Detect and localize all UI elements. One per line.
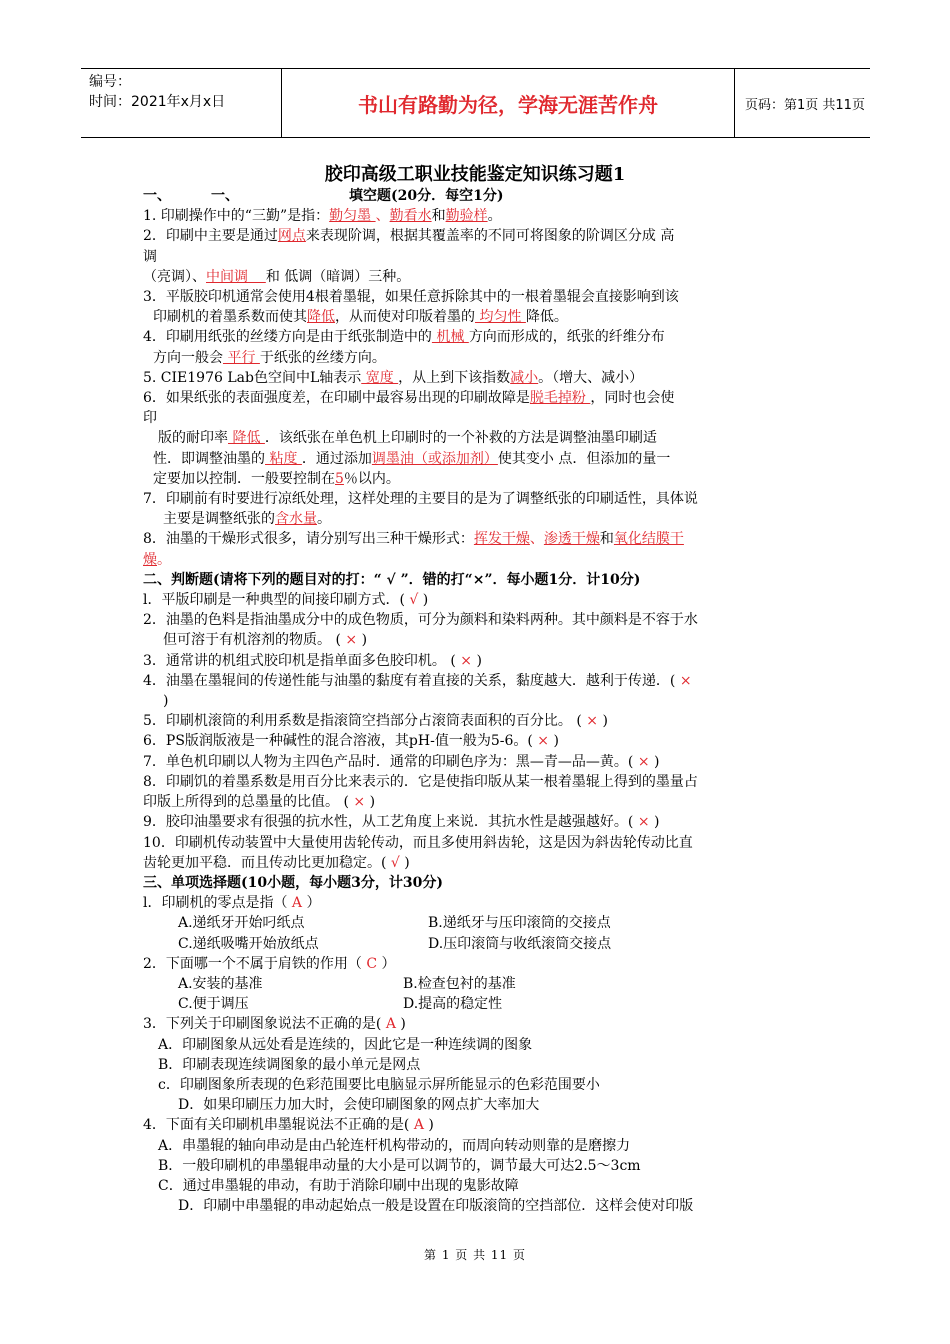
answer-text: 勤匀墨	[329, 208, 376, 225]
question-text: )	[422, 592, 429, 609]
question-text: 7．印刷前有时要进行凉纸处理，这样处理的主要目的是为了调整纸张的印刷适性，具体说	[143, 491, 698, 508]
judge-2	[143, 610, 813, 630]
question-2	[143, 226, 813, 246]
answer-text: 降低	[307, 309, 335, 326]
question-text: ，从上到下该指数	[398, 369, 511, 386]
question-8	[143, 529, 813, 549]
answer-text: 网点	[277, 228, 306, 245]
question-text: 4．下面有关印刷机串墨辊说法不正确的是(	[143, 1117, 410, 1134]
question-text: )	[602, 713, 608, 730]
question-text: 5．印刷机滚筒的利用系数是指滚筒空挡部分占滚筒表面积的百分比。 (	[143, 713, 582, 730]
answer-text: 勤验样	[445, 208, 488, 225]
question-text: 。	[487, 208, 502, 225]
answer-text: ×	[581, 713, 603, 730]
choice-1-option-c: C.递纸吸嘴开始放纸点	[178, 935, 319, 952]
question-text: )	[369, 794, 376, 811]
question-8-cont	[143, 550, 813, 570]
choice-1-option-b: B.递纸牙与压印滚筒的交接点	[428, 915, 611, 932]
choice-4-option-c: C．通过串墨辊的串动，有助于消除印刷中出现的鬼影故障	[158, 1177, 519, 1194]
question-text: 方向一般会	[153, 349, 223, 366]
judge-10	[143, 833, 813, 853]
question-5	[143, 368, 813, 388]
question-text: 方向而形成的，纸张的纤维分布	[468, 329, 665, 346]
answer-text: 勤看水	[389, 208, 432, 225]
answer-text: 含水量	[275, 511, 317, 528]
question-text: 8．印刷饥的着墨系数是用百分比来表示的．它是使指印版从某一根着墨辊上得到的墨量占	[143, 773, 698, 790]
page-footer: 第 1 页 共 11 页	[424, 1248, 526, 1262]
question-text: 定要加以控制．一般要控制在	[153, 470, 335, 487]
question-text: ％以内。	[343, 470, 400, 487]
choice-4-option-a: A．串墨辊的轴向串动是由凸轮连杆机构带动的，而周向转动则靠的是磨擦力	[158, 1137, 631, 1154]
choice-1	[143, 893, 813, 913]
answer-text: 降低	[228, 430, 265, 447]
answer-text: 挥发干燥	[473, 531, 530, 548]
question-text: 印刷机的着墨系数而使其	[153, 309, 307, 326]
answer-text: 5	[335, 470, 344, 487]
question-text: )	[476, 652, 482, 669]
choice-2-options-ab	[143, 974, 813, 994]
choice-1-options-ab	[143, 913, 813, 933]
question-text: 调	[143, 248, 157, 265]
document-body	[143, 186, 813, 1216]
section-2-heading: 二、判断题(请将下列的题目对的打：“ √ ”．错的打“×”．每小题1分．计10分)	[143, 571, 641, 588]
choice-1-option-d: D.压印滚筒与收纸滚筒交接点	[428, 935, 612, 952]
answer-text: ×	[633, 814, 655, 831]
answer-text: 中间调	[206, 268, 248, 285]
judge-8	[143, 772, 813, 792]
judge-9	[143, 812, 813, 832]
answer-text: 渗透干燥	[543, 531, 600, 548]
judge-4-cont	[143, 691, 813, 711]
choice-1-options-cd	[143, 934, 813, 954]
answer-text: 氧化结膜干	[613, 531, 684, 548]
answer-text: 粘度	[265, 450, 302, 467]
question-text: 。（增大、减小）	[538, 369, 644, 386]
question-text: 填空题(20分．每空1分)	[349, 188, 504, 204]
question-6-cont	[143, 408, 813, 428]
question-2-cont	[143, 247, 813, 267]
question-text: ，从而使对印版着墨的	[335, 309, 475, 326]
answer-text: 均匀性	[475, 309, 526, 326]
choice-3-option-b: B．印刷表现连续调图象的最小单元是网点	[158, 1056, 421, 1073]
question-6-cont3	[143, 449, 813, 469]
question-text: ）	[381, 955, 396, 972]
question-2-cont2	[143, 267, 813, 287]
question-4-cont	[143, 348, 813, 368]
question-4	[143, 327, 813, 347]
judge-5	[143, 711, 813, 731]
choice-3-option-c: c．印刷图象所表现的色彩范围要比电脑显示屏所能显示的色彩范围要小	[158, 1076, 600, 1093]
answer-text: 、	[529, 531, 544, 548]
page-header	[81, 68, 870, 138]
question-text: )	[654, 814, 660, 831]
question-text: 3．通常讲的机组式胶印机是指单面多色胶印机。 (	[143, 652, 456, 669]
question-text: )	[404, 854, 410, 871]
question-text: 3．下列关于印刷图象说法不正确的是(	[143, 1016, 382, 1033]
choice-4-option-d: D．印刷中串墨辊的串动起始点一般是设置在印版滚筒的空挡部位．这样会使对印版	[178, 1198, 694, 1215]
answer-text: √	[386, 854, 405, 871]
question-text: ．该纸张在单色机上印刷时的一个补救的方法是调整油墨印刷适	[264, 430, 657, 447]
question-text: 4．印刷用纸张的丝缕方向是由于纸张制造中的	[143, 329, 432, 346]
answer-text: A	[409, 1117, 429, 1134]
answer-text: ×	[532, 733, 554, 750]
judge-2-cont	[143, 630, 813, 650]
question-text: )	[428, 1117, 434, 1134]
question-text: 2．印刷中主要是通过	[143, 228, 278, 245]
header-meta	[81, 69, 281, 137]
question-text: 性．即调整油墨的	[153, 450, 265, 467]
question-1	[143, 206, 813, 226]
question-text: 和	[599, 531, 614, 548]
question-text: )	[654, 753, 660, 770]
choice-3-option-a: A．印刷图象从远处看是连续的，因此它是一种连续调的图象	[158, 1036, 533, 1053]
question-text: 一、	[143, 188, 171, 204]
question-text: 印	[143, 410, 157, 427]
question-text: )	[400, 1016, 406, 1033]
page-title: 胶印高级工职业技能鉴定知识练习题1	[324, 164, 626, 185]
question-text: 6．PS版润版液是一种碱性的混合溶液，其pH-值一般为5-6。(	[143, 733, 533, 750]
question-text: 和 低调（暗调）三种。	[265, 268, 411, 285]
question-text: 3．平版胶印机通常会使用4根着墨辊，如果任意拆除其中的一根着墨辊会直接影响到该	[143, 289, 679, 306]
question-3-cont	[143, 307, 813, 327]
question-text: ，同时也会使	[590, 390, 675, 407]
question-text: )	[361, 632, 368, 649]
question-6-cont4	[143, 469, 813, 489]
question-text: 使其变小 点．但添加的量一	[497, 450, 671, 467]
question-text: l．平版印刷是一种典型的间接印刷方式．(	[143, 592, 405, 609]
doc-time: 时间：2021年x月x日	[89, 94, 226, 110]
answer-text: 减小	[510, 369, 539, 386]
question-text: 于纸张的丝缕方向。	[259, 349, 386, 366]
answer-text: 平行	[223, 349, 260, 366]
question-text: )	[553, 733, 559, 750]
answer-text: √	[404, 592, 423, 609]
question-7	[143, 489, 813, 509]
choice-2-option-a: A.安装的基准	[178, 975, 263, 992]
question-text: 来表现阶调，根据其覆盖率的不同可将图象的阶调区分成 高	[305, 228, 675, 245]
answer-text: A	[381, 1016, 401, 1033]
answer-text: ×	[675, 672, 692, 689]
question-text: 7．单色机印刷以人物为主四色产品时．通常的印刷色序为：黑—青—品—黄。(	[143, 753, 634, 770]
question-text: 但可溶于有机溶剂的物质。 (	[163, 632, 341, 649]
question-text: 一、	[211, 188, 239, 204]
question-text: （亮调）、	[143, 268, 206, 285]
answer-text: 调墨油（或添加剂）	[371, 450, 498, 467]
question-text: 印版上所得到的总墨量的比值。 (	[143, 794, 349, 811]
judge-1	[143, 590, 813, 610]
judge-3	[143, 651, 813, 671]
question-text: 1. 印刷操作中的“三勤”是指：	[143, 208, 330, 225]
question-6	[143, 388, 813, 408]
question-text: 2．下面哪一个不属于肩铁的作用（	[143, 955, 362, 972]
doc-code: 编号：	[89, 74, 131, 90]
judge-8-cont	[143, 792, 813, 812]
question-text: 8．油墨的干燥形式很多，请分别写出三种干燥形式：	[143, 531, 474, 548]
question-text: ）	[306, 895, 321, 912]
section-3-heading: 三、单项选择题(10小题，每小题3分，计30分)	[143, 874, 443, 891]
answer-text: ×	[340, 632, 362, 649]
choice-2-options-cd	[143, 994, 813, 1014]
section-1-heading	[143, 186, 813, 206]
judge-6	[143, 731, 813, 751]
question-text: 2．油墨的色料是指油墨成分中的成色物质，可分为颜料和染料两种。其中颜料是不容于水	[143, 612, 698, 629]
question-text: 6．如果纸张的表面强度差，在印刷中最容易出现的印刷故障是	[143, 390, 530, 407]
question-text: ．通过添加	[301, 450, 372, 467]
question-text: 和	[431, 208, 446, 225]
question-text: 齿轮更加平稳．而且传动比更加稳定。(	[143, 854, 387, 871]
question-7-cont	[143, 509, 813, 529]
answer-text: ×	[455, 652, 477, 669]
answer-text: C	[361, 955, 382, 972]
question-text: l．印刷机的零点是指（	[143, 895, 288, 912]
question-text: 9．胶印油墨要求有很强的抗水性，从工艺角度上来说．其抗水性是越强越好。(	[143, 814, 634, 831]
choice-4	[143, 1115, 813, 1135]
question-text: 降低。	[525, 309, 568, 326]
choice-2	[143, 954, 813, 974]
answer-text: ×	[348, 794, 370, 811]
choice-3-option-d: D．如果印刷压力加大时，会使印刷图象的网点扩大率加大	[178, 1097, 540, 1114]
question-text: 5. CIE1976 Lab色空间中L轴表示	[143, 369, 362, 386]
question-text: 10．印刷机传动装置中大量使用齿轮传动，而且多使用斜齿轮，这是因为斜齿轮传动比直	[143, 834, 693, 851]
choice-1-option-a: A.递纸牙开始叼纸点	[178, 915, 305, 932]
answer-text: ×	[633, 753, 655, 770]
question-3	[143, 287, 813, 307]
question-text: 版的耐印率	[158, 430, 228, 447]
question-text: 主要是调整纸张的	[163, 511, 275, 528]
question-text: 4．油墨在墨辊间的传递性能与油墨的黏度有着直接的关系，黏度越大．越利于传递．(	[143, 672, 676, 689]
header-page-number: 页码：第1页 共11页	[745, 97, 865, 113]
question-6-cont2	[143, 428, 813, 448]
question-text: 。	[317, 511, 331, 528]
choice-3	[143, 1014, 813, 1034]
answer-text: 、	[375, 208, 390, 225]
answer-text: 。	[157, 551, 171, 568]
answer-text: 宽度	[361, 369, 399, 386]
question-text: )	[163, 693, 169, 710]
answer-text: 脱毛掉粉	[529, 390, 591, 407]
answer-text: 机械	[431, 329, 469, 346]
answer-text: A	[287, 895, 307, 912]
choice-2-option-d: D.提高的稳定性	[403, 996, 503, 1013]
judge-7	[143, 752, 813, 772]
judge-4	[143, 671, 813, 691]
answer-text: 燥	[143, 551, 157, 568]
choice-2-option-b: B.检查包衬的基准	[403, 975, 516, 992]
header-motto: 书山有路勤为径，学海无涯苦作舟	[281, 69, 735, 137]
judge-10-cont	[143, 853, 813, 873]
choice-4-option-b: B．一般印刷机的串墨辊串动量的大小是可以调节的，调节最大可达2.5～3cm	[158, 1157, 641, 1174]
choice-2-option-c: C.便于调压	[178, 996, 249, 1013]
